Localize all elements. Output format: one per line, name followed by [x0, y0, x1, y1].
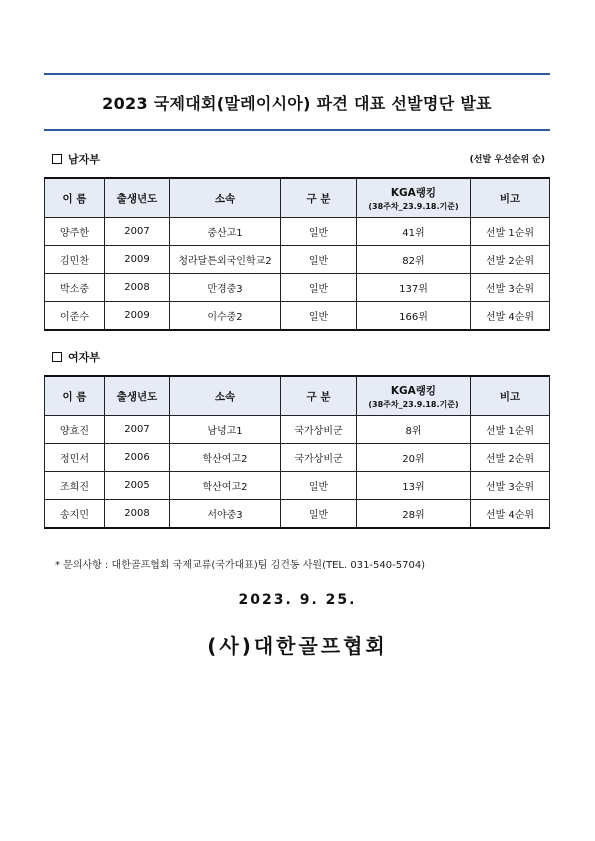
cell-remarks: 선발 4순위 — [471, 500, 550, 529]
cell-category: 일반 — [281, 472, 357, 500]
header-name: 이 름 — [45, 376, 105, 416]
table-row — [45, 274, 550, 302]
table-row — [45, 416, 550, 444]
header-name: 이 름 — [45, 178, 105, 218]
roster-table-men — [44, 177, 550, 331]
sort-note: (선발 우선순위 순) — [469, 155, 545, 165]
table-row — [45, 444, 550, 472]
cell-name: 양주한 — [45, 218, 105, 246]
section-label-women — [52, 349, 100, 365]
header-category: 구 분 — [281, 376, 357, 416]
cell-affiliation: 남녕고1 — [170, 416, 281, 444]
organization-name: (사)대한골프협회 — [207, 634, 388, 658]
cell-affiliation: 학산여고2 — [170, 444, 281, 472]
cell-remarks: 선발 1순위 — [471, 416, 550, 444]
cell-affiliation: 청라달튼외국인학교2 — [170, 246, 281, 274]
page-title: 2023 국제대회(말레이시아) 파견 대표 선발명단 발표 — [102, 93, 492, 113]
cell-name: 양효진 — [45, 416, 105, 444]
cell-category: 일반 — [281, 500, 357, 529]
section-title: 남자부 — [68, 153, 100, 166]
announcement-date: 2023. 9. 25. — [238, 592, 357, 608]
header-kga-ranking — [357, 178, 471, 218]
cell-ranking: 13위 — [357, 472, 471, 500]
cell-category: 국가상비군 — [281, 444, 357, 472]
table-header-row — [45, 376, 550, 416]
cell-affiliation: 중산고1 — [170, 218, 281, 246]
section-title: 여자부 — [68, 351, 100, 364]
header-remarks: 비고 — [471, 376, 550, 416]
cell-remarks: 선발 2순위 — [471, 246, 550, 274]
cell-birth-year: 2008 — [105, 500, 170, 529]
checkbox-icon — [52, 352, 62, 362]
cell-category: 일반 — [281, 246, 357, 274]
header-birth-year: 출생년도 — [105, 376, 170, 416]
checkbox-icon — [52, 154, 62, 164]
cell-category: 국가상비군 — [281, 416, 357, 444]
table-header-row — [45, 178, 550, 218]
table-row — [45, 500, 550, 529]
cell-birth-year: 2008 — [105, 274, 170, 302]
header-remarks: 비고 — [471, 178, 550, 218]
cell-name: 박소중 — [45, 274, 105, 302]
cell-category: 일반 — [281, 274, 357, 302]
header-category: 구 분 — [281, 178, 357, 218]
cell-affiliation: 서야중3 — [170, 500, 281, 529]
section-label-men — [52, 151, 100, 167]
cell-birth-year: 2006 — [105, 444, 170, 472]
cell-affiliation: 학산여고2 — [170, 472, 281, 500]
cell-remarks: 선발 1순위 — [471, 218, 550, 246]
cell-name: 이준수 — [45, 302, 105, 331]
cell-remarks: 선발 3순위 — [471, 472, 550, 500]
cell-ranking: 28위 — [357, 500, 471, 529]
title-box — [44, 73, 550, 131]
cell-name: 송지민 — [45, 500, 105, 529]
cell-ranking: 166위 — [357, 302, 471, 331]
cell-birth-year: 2009 — [105, 302, 170, 331]
table-row — [45, 246, 550, 274]
cell-ranking: 20위 — [357, 444, 471, 472]
cell-ranking: 137위 — [357, 274, 471, 302]
table-row — [45, 472, 550, 500]
cell-affiliation: 만경중3 — [170, 274, 281, 302]
cell-remarks: 선발 4순위 — [471, 302, 550, 331]
ranking-sub-label: (38주차_23.9.18.기준) — [368, 201, 459, 211]
ranking-label: KGA랭킹 — [390, 186, 437, 199]
cell-ranking: 41위 — [357, 218, 471, 246]
header-kga-ranking — [357, 376, 471, 416]
cell-ranking: 82위 — [357, 246, 471, 274]
cell-name: 김민찬 — [45, 246, 105, 274]
header-affiliation: 소속 — [170, 178, 281, 218]
contact-footnote: * 문의사항 : 대한골프협회 국제교류(국가대표)팀 김건동 사원(TEL. 031-540-5704) — [55, 560, 426, 571]
cell-remarks: 선발 3순위 — [471, 274, 550, 302]
ranking-sub-label: (38주차_23.9.18.기준) — [368, 399, 459, 409]
cell-birth-year: 2007 — [105, 218, 170, 246]
table-row — [45, 218, 550, 246]
header-birth-year: 출생년도 — [105, 178, 170, 218]
cell-name: 조희진 — [45, 472, 105, 500]
ranking-label: KGA랭킹 — [390, 384, 437, 397]
cell-birth-year: 2007 — [105, 416, 170, 444]
cell-remarks: 선발 2순위 — [471, 444, 550, 472]
cell-birth-year: 2009 — [105, 246, 170, 274]
cell-name: 정민서 — [45, 444, 105, 472]
cell-category: 일반 — [281, 302, 357, 331]
table-row — [45, 302, 550, 331]
cell-category: 일반 — [281, 218, 357, 246]
cell-ranking: 8위 — [357, 416, 471, 444]
cell-affiliation: 이수중2 — [170, 302, 281, 331]
roster-table-women — [44, 375, 550, 529]
header-affiliation: 소속 — [170, 376, 281, 416]
cell-birth-year: 2005 — [105, 472, 170, 500]
